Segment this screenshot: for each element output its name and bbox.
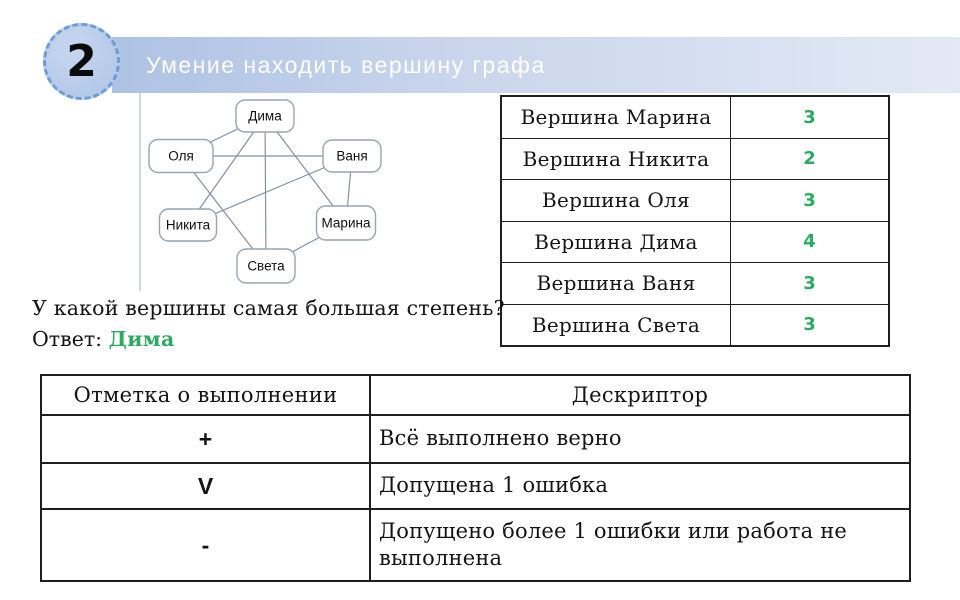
vertex-degree: 2 — [731, 138, 890, 180]
rubric-row — [41, 463, 910, 509]
rubric-descriptor: Допущено более 1 ошибки или работа не выполнена — [370, 509, 910, 581]
answer-value: Дима — [108, 327, 175, 351]
degree-table — [500, 95, 890, 347]
graph-node-label-vanya: Ваня — [336, 148, 368, 164]
question-block — [32, 296, 505, 351]
vertex-label: Вершина Марина — [501, 96, 731, 138]
step-number: 2 — [66, 35, 97, 87]
slide-title: Умение находить вершину графа — [146, 51, 546, 78]
step-number-badge — [43, 23, 120, 100]
rubric-mark: V — [41, 463, 370, 509]
vertex-degree: 3 — [731, 263, 890, 305]
table-row — [501, 138, 889, 180]
rubric-header-mark: Отметка о выполнении — [41, 375, 370, 415]
graph-edge-dima-sveta — [265, 116, 266, 266]
rubric-header-row — [41, 375, 910, 415]
graph-diagram — [128, 84, 472, 300]
rubric-table — [40, 374, 911, 582]
vertex-label: Вершина Ваня — [501, 263, 731, 305]
rubric-row — [41, 509, 910, 581]
vertex-label: Вершина Света — [501, 304, 731, 346]
rubric-row — [41, 415, 910, 463]
title-banner — [112, 37, 960, 93]
vertex-degree: 3 — [731, 96, 890, 138]
table-row — [501, 263, 889, 305]
rubric-descriptor: Допущена 1 ошибка — [370, 463, 910, 509]
rubric-mark: - — [41, 509, 370, 581]
table-row — [501, 304, 889, 346]
graph-node-label-olya: Оля — [168, 148, 194, 164]
question-text: У какой вершины самая большая степень? — [32, 296, 505, 320]
answer-line — [32, 327, 505, 351]
graph-node-label-marina: Марина — [321, 215, 371, 231]
vertex-label: Вершина Никита — [501, 138, 731, 180]
rubric-mark: + — [41, 415, 370, 463]
table-row — [501, 96, 889, 138]
vertex-label: Вершина Оля — [501, 180, 731, 222]
graph-node-label-dima: Дима — [248, 108, 282, 124]
answer-label: Ответ: — [32, 327, 103, 351]
graph-node-label-sveta: Света — [247, 258, 285, 274]
graph-node-label-nikita: Никита — [165, 217, 211, 233]
vertex-degree: 3 — [731, 304, 890, 346]
rubric-descriptor: Всё выполнено верно — [370, 415, 910, 463]
table-row — [501, 221, 889, 263]
vertex-label: Вершина Дима — [501, 221, 731, 263]
vertex-degree: 4 — [731, 221, 890, 263]
table-row — [501, 180, 889, 222]
vertex-degree: 3 — [731, 180, 890, 222]
rubric-header-descriptor: Дескриптор — [370, 375, 910, 415]
